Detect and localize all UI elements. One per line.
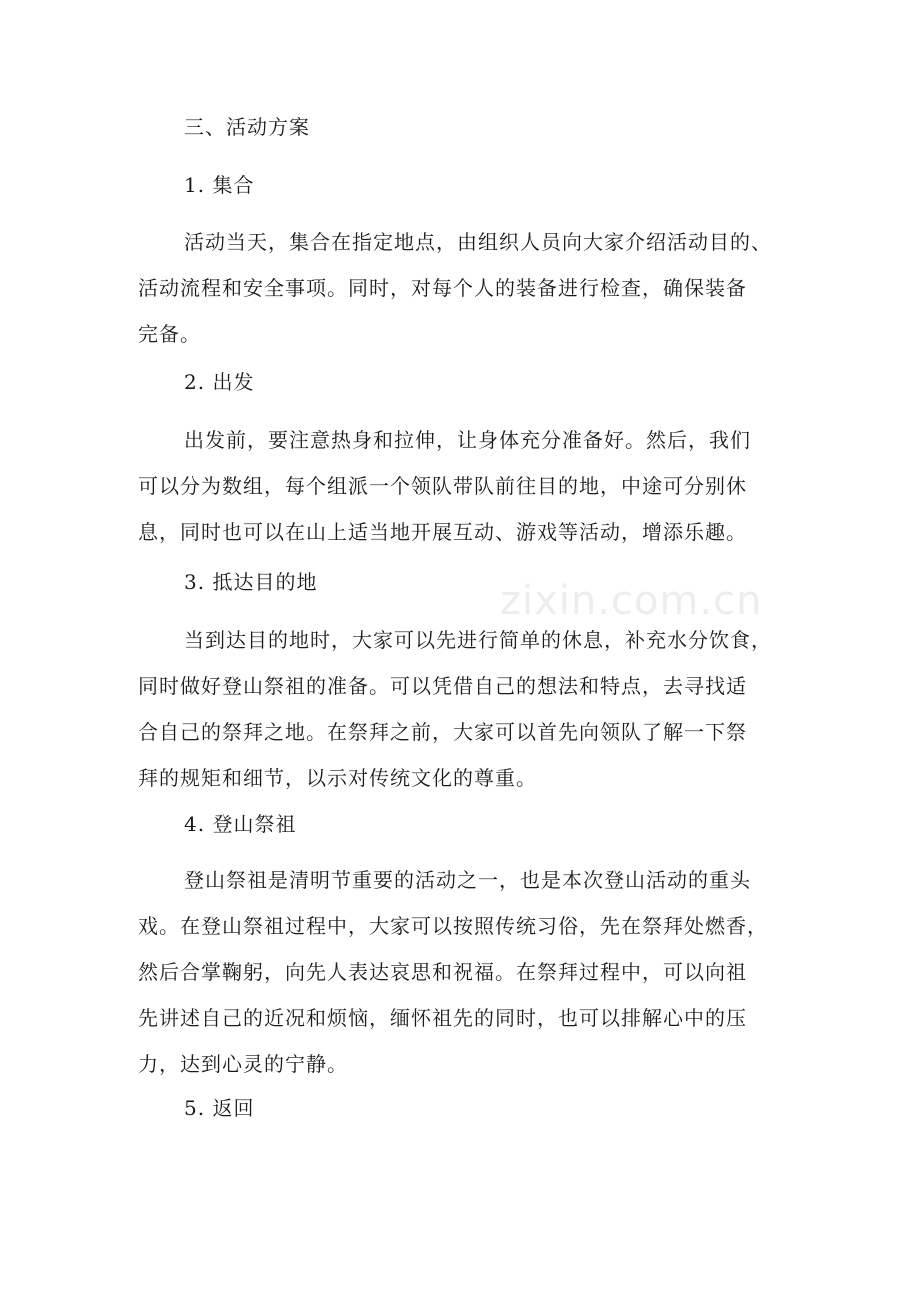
paragraph-line: 活动流程和安全事项。同时，对每个人的装备进行检查，确保装备 (138, 276, 747, 300)
item-heading-arrive: 3. 抵达目的地 (184, 570, 318, 594)
paragraph-line: 合自己的祭拜之地。在祭拜之前，大家可以首先向领队了解一下祭 (138, 720, 747, 744)
paragraph-line: 先讲述自己的近况和烦恼，缅怀祖先的同时，也可以排解心中的压 (138, 1006, 747, 1030)
item-heading-worship: 4. 登山祭祖 (184, 812, 297, 836)
paragraph-line: 可以分为数组，每个组派一个领队带队前往目的地，中途可分别休 (138, 474, 747, 498)
watermark: zixin.com.cn (500, 578, 763, 624)
item-heading-return: 5. 返回 (184, 1096, 255, 1120)
paragraph-line: 完备。 (138, 322, 201, 346)
paragraph-line: 活动当天，集合在指定地点，由组织人员向大家介绍活动目的、 (184, 230, 772, 254)
paragraph-line: 当到达目的地时，大家可以先进行简单的休息，补充水分饮食， (184, 628, 772, 652)
item-heading-depart: 2. 出发 (184, 370, 255, 394)
paragraph-line: 戏。在登山祭祖过程中，大家可以按照传统习俗，先在祭拜处燃香， (138, 914, 768, 938)
paragraph-line: 力，达到心灵的宁静。 (138, 1052, 348, 1076)
item-heading-assemble: 1. 集合 (184, 173, 255, 197)
paragraph-line: 登山祭祖是清明节重要的活动之一，也是本次登山活动的重头 (184, 868, 751, 892)
paragraph-line: 拜的规矩和细节，以示对传统文化的尊重。 (138, 766, 537, 790)
section-title: 三、活动方案 (184, 115, 310, 139)
paragraph-line: 息，同时也可以在山上适当地开展互动、游戏等活动，增添乐趣。 (138, 520, 747, 544)
paragraph-line: 出发前，要注意热身和拉伸，让身体充分准备好。然后，我们 (184, 428, 751, 452)
paragraph-arrive (138, 628, 772, 812)
paragraph-depart (138, 428, 751, 566)
paragraph-line: 然后合掌鞠躬，向先人表达哀思和祝福。在祭拜过程中，可以向祖 (138, 960, 747, 984)
paragraph-line: 同时做好登山祭祖的准备。可以凭借自己的想法和特点，去寻找适 (138, 674, 747, 698)
paragraph-assemble (138, 230, 772, 368)
paragraph-worship (138, 868, 768, 1098)
